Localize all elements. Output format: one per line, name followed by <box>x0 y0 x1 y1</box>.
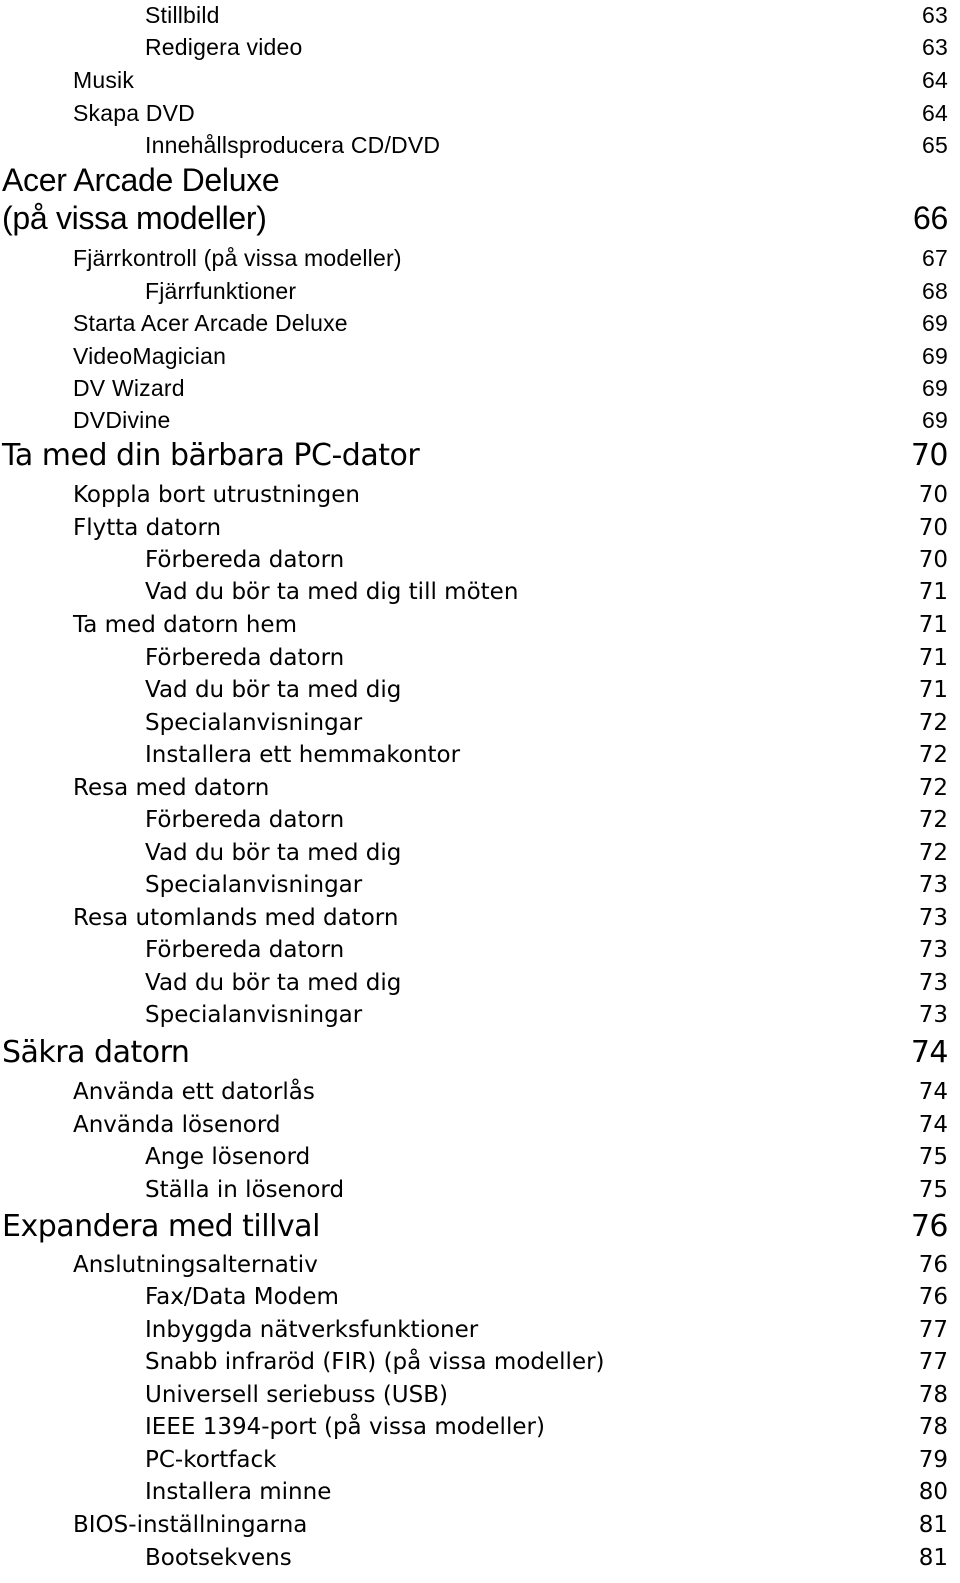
toc-entry-title: DV Wizard <box>73 375 185 401</box>
toc-entry-title: Fjärrkontroll (på vissa modeller) <box>73 245 402 271</box>
toc-chapter-title: Expandera med tillval <box>2 1209 320 1244</box>
toc-entry-title: Snabb infraröd (FIR) (på vissa modeller) <box>145 1349 605 1375</box>
toc-entry-title: Vad du bör ta med dig <box>145 677 402 703</box>
toc-entry-title: DVDivine <box>73 407 171 433</box>
toc-entry-page: 63 <box>922 2 948 28</box>
toc-entry-title: Resa utomlands med datorn <box>73 905 399 931</box>
toc-entry-page: 78 <box>918 1382 948 1408</box>
toc-entry-page: 76 <box>918 1252 948 1278</box>
toc-entry-title: Specialanvisningar <box>145 1002 363 1028</box>
toc-entry-title: Flytta datorn <box>73 515 222 541</box>
toc-chapter-page: 76 <box>910 1209 948 1244</box>
toc-entry-title: Installera ett hemmakontor <box>145 742 461 768</box>
toc-entry-title: Redigera video <box>145 34 303 60</box>
toc-entry-page: 70 <box>918 482 948 508</box>
toc-entry-page: 69 <box>922 407 948 433</box>
toc-entry-page: 70 <box>918 515 948 541</box>
toc-entry-page: 79 <box>918 1447 948 1473</box>
toc-chapter-page: 70 <box>910 438 948 473</box>
toc-entry-title: Ställa in lösenord <box>145 1177 345 1203</box>
toc-entry-page: 70 <box>918 547 948 573</box>
toc-chapter-title: Säkra datorn <box>2 1035 190 1070</box>
toc-entry-title: Förbereda datorn <box>145 807 345 833</box>
toc-entry-title: Fjärrfunktioner <box>145 278 297 304</box>
toc-entry-page: 72 <box>918 807 948 833</box>
toc-entry-page: 69 <box>922 310 948 336</box>
toc-entry-title: Starta Acer Arcade Deluxe <box>73 310 348 336</box>
toc-entry-page: 73 <box>918 1002 948 1028</box>
toc-entry-page: 77 <box>918 1317 948 1343</box>
toc-entry-title: Vad du bör ta med dig till möten <box>145 579 519 605</box>
toc-entry-page: 69 <box>922 343 948 369</box>
toc-entry-title: IEEE 1394-port (på vissa modeller) <box>145 1414 545 1440</box>
toc-entry-title: Specialanvisningar <box>145 872 363 898</box>
toc-entry-title: Specialanvisningar <box>145 710 363 736</box>
toc-entry-title: Musik <box>73 67 135 93</box>
toc-entry-title: Vad du bör ta med dig <box>145 840 402 866</box>
toc-entry-page: 76 <box>918 1284 948 1310</box>
toc-entry-title: PC-kortfack <box>145 1447 277 1473</box>
toc-entry-page: 75 <box>918 1144 948 1170</box>
toc-entry-page: 71 <box>918 677 948 703</box>
toc-entry-page: 64 <box>922 67 948 93</box>
toc-entry-title: Förbereda datorn <box>145 645 345 671</box>
toc-chapter-title: Acer Arcade Deluxe <box>2 162 280 198</box>
toc-entry-page: 77 <box>918 1349 948 1375</box>
toc-entry-title: Anslutningsalternativ <box>73 1252 318 1278</box>
toc-entry-title: BIOS-inställningarna <box>73 1512 308 1538</box>
toc-entry-title: Använda lösenord <box>73 1112 281 1138</box>
toc-entry-title: Koppla bort utrustningen <box>73 482 360 508</box>
toc-entry-title: VideoMagician <box>73 343 227 369</box>
toc-entry-page: 74 <box>918 1079 948 1105</box>
toc-entry-title: Installera minne <box>145 1479 332 1505</box>
toc-entry-title: Bootsekvens <box>145 1545 292 1571</box>
toc-entry-page: 68 <box>922 278 948 304</box>
toc-entry-page: 71 <box>918 645 948 671</box>
toc-chapter-title: (på vissa modeller) <box>2 200 267 236</box>
toc-entry-title: Inbyggda nätverksfunktioner <box>145 1317 479 1343</box>
toc-entry-page: 69 <box>922 375 948 401</box>
toc-entry-page: 73 <box>918 937 948 963</box>
toc-entry-title: Universell seriebuss (USB) <box>145 1382 448 1408</box>
toc-entry-title: Resa med datorn <box>73 775 270 801</box>
toc-entry-page: 74 <box>918 1112 948 1138</box>
toc-chapter-title: Ta med din bärbara PC-dator <box>2 438 420 473</box>
toc-entry-page: 63 <box>922 34 948 60</box>
toc-entry-page: 72 <box>918 710 948 736</box>
toc-entry-page: 73 <box>918 905 948 931</box>
toc-entry-page: 72 <box>918 775 948 801</box>
toc-entry-page: 65 <box>922 132 948 158</box>
toc-entry-page: 80 <box>918 1479 948 1505</box>
toc-entry-page: 71 <box>918 612 948 638</box>
toc-entry-title: Innehållsproducera CD/DVD <box>145 132 441 158</box>
toc-entry-title: Ange lösenord <box>145 1144 311 1170</box>
toc-entry-page: 73 <box>918 872 948 898</box>
toc-entry-page: 67 <box>922 245 948 271</box>
toc-entry-page: 81 <box>918 1512 948 1538</box>
toc-entry-title: Använda ett datorlås <box>73 1079 315 1105</box>
toc-entry-title: Vad du bör ta med dig <box>145 970 402 996</box>
toc-entry-page: 64 <box>922 100 948 126</box>
toc-entry-page: 73 <box>918 970 948 996</box>
toc-entry-page: 72 <box>918 840 948 866</box>
toc-entry-title: Skapa DVD <box>73 100 195 126</box>
toc-chapter-page: 66 <box>913 200 948 236</box>
toc-entry-page: 81 <box>918 1545 948 1571</box>
toc-entry-title: Ta med datorn hem <box>73 612 297 638</box>
toc-entry-title: Förbereda datorn <box>145 937 345 963</box>
toc-entry-title: Stillbild <box>145 2 220 28</box>
toc-entry-page: 71 <box>918 579 948 605</box>
toc-entry-page: 72 <box>918 742 948 768</box>
toc-entry-title: Förbereda datorn <box>145 547 345 573</box>
toc-chapter-page: 74 <box>910 1035 948 1070</box>
toc-entry-page: 78 <box>918 1414 948 1440</box>
toc-entry-title: Fax/Data Modem <box>145 1284 339 1310</box>
toc-entry-page: 75 <box>918 1177 948 1203</box>
